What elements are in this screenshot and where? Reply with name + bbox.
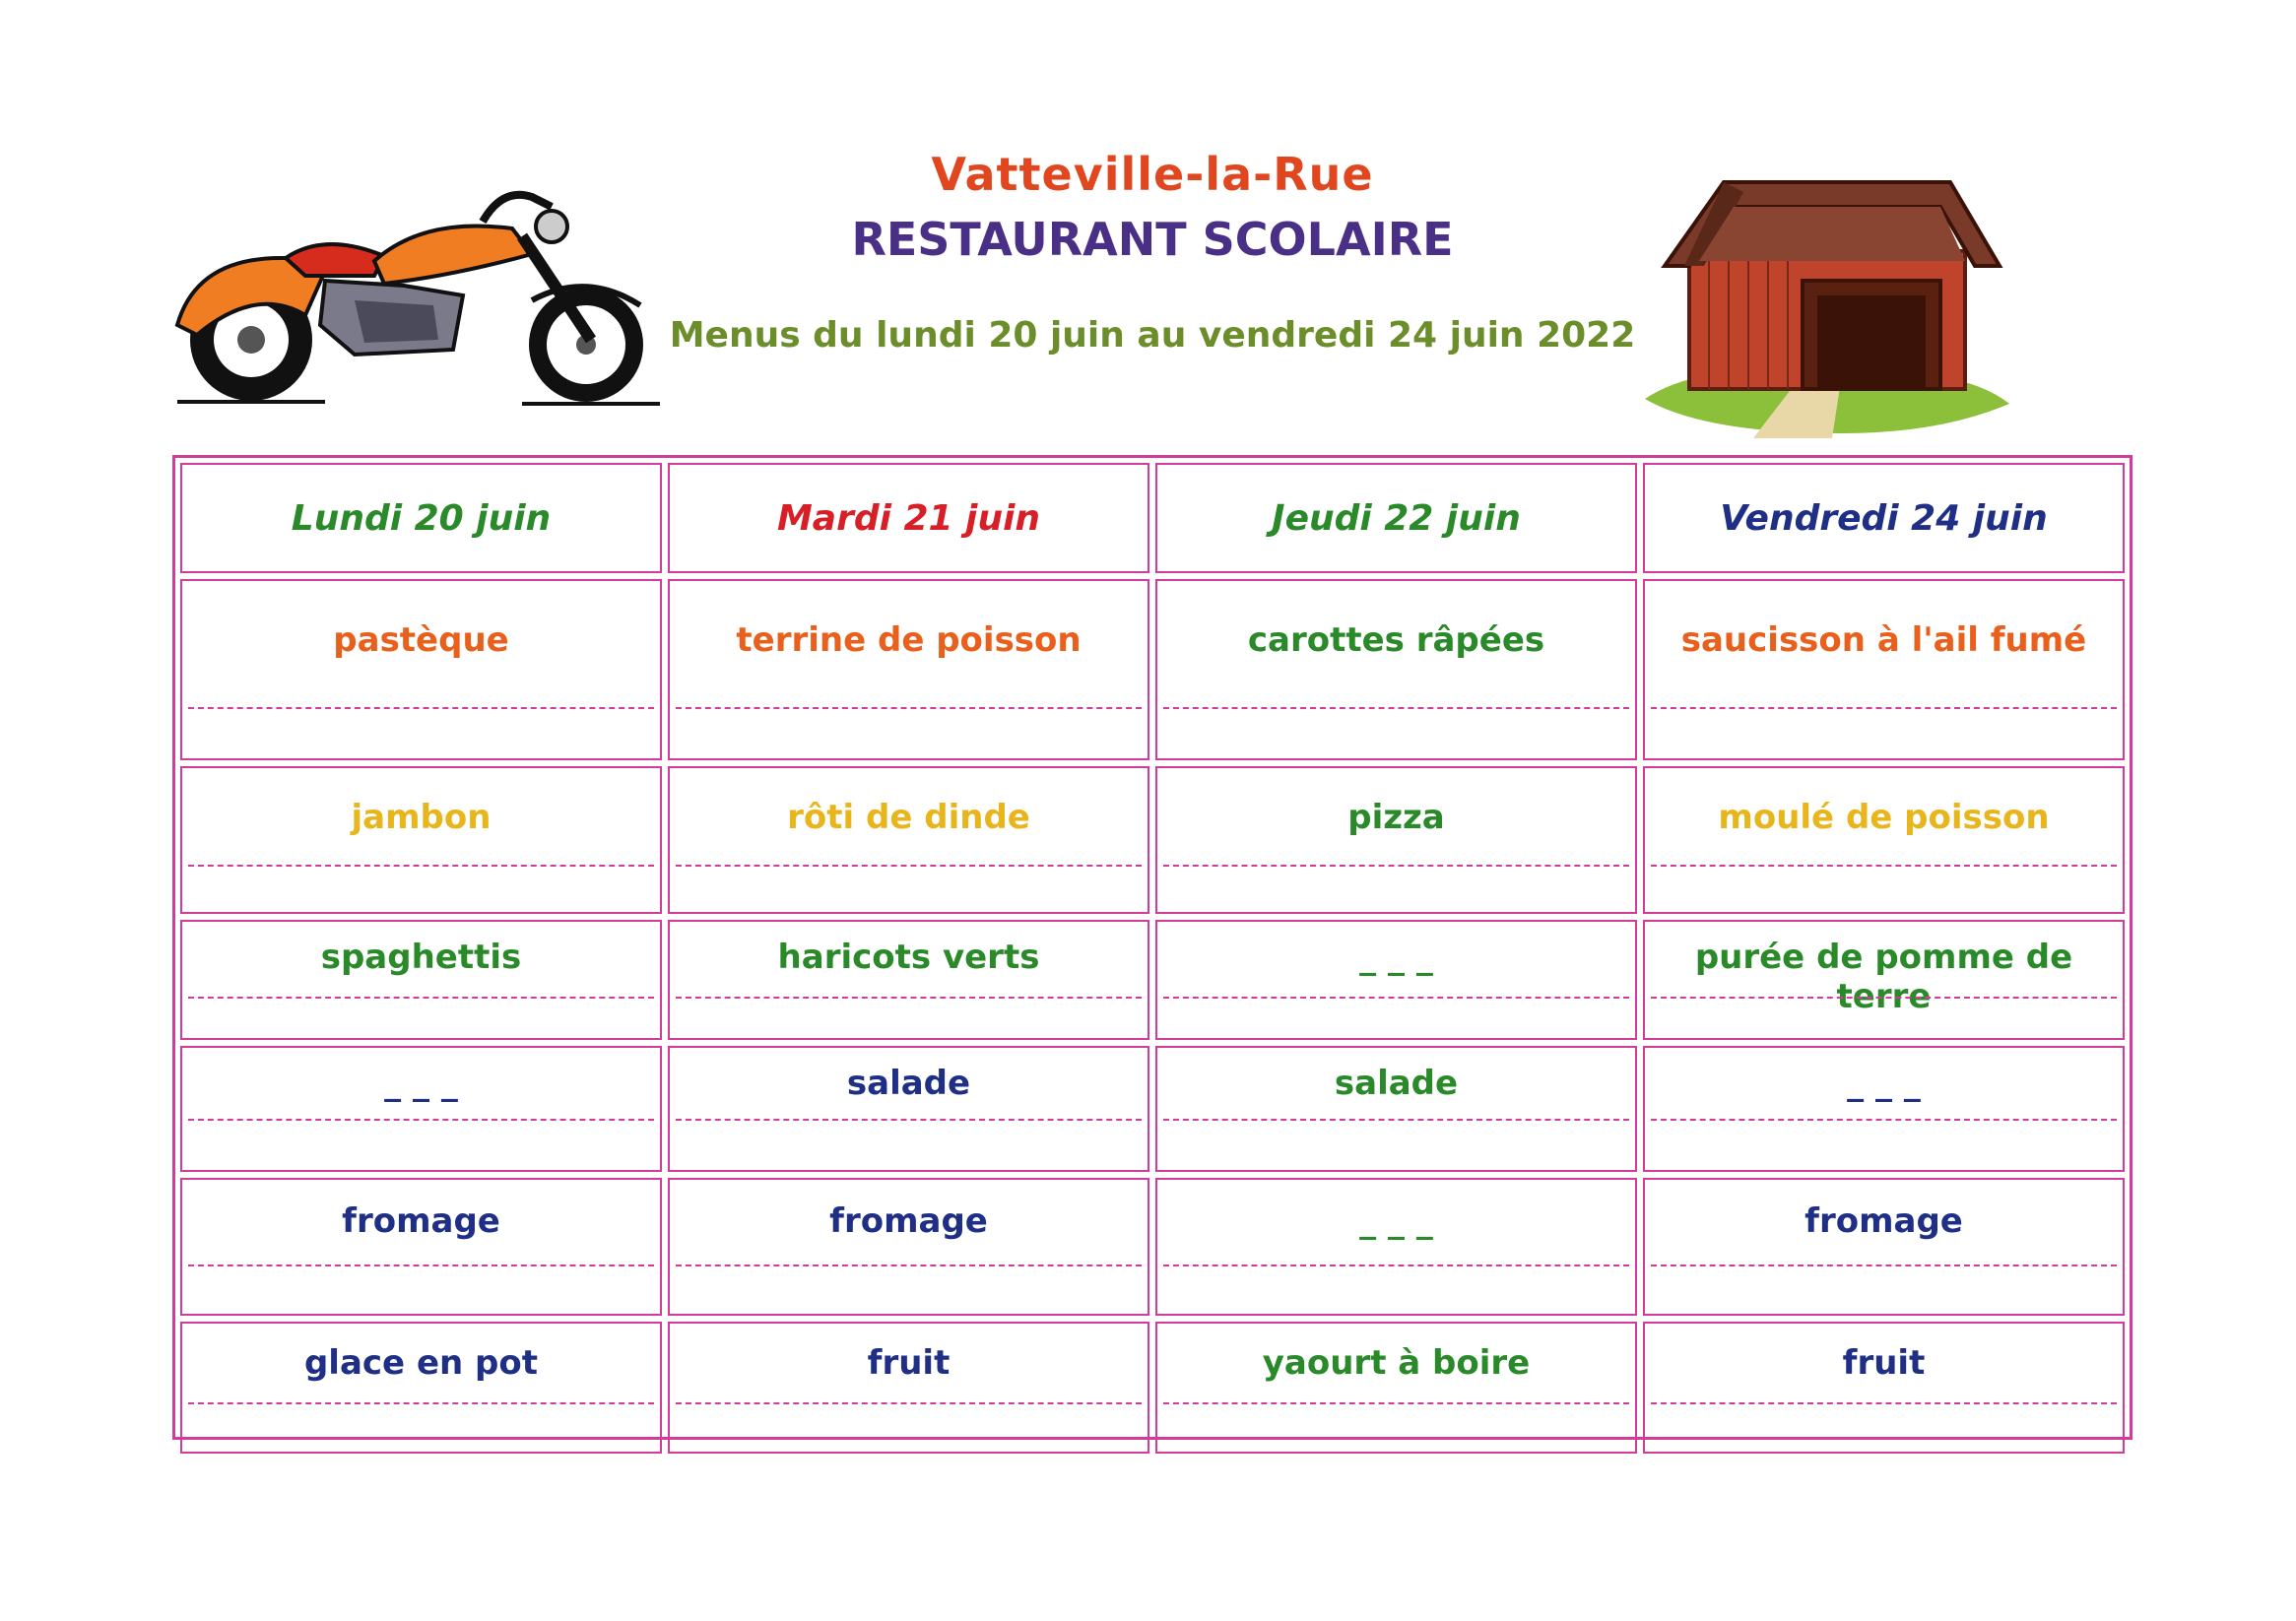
- dash-divider: [1163, 997, 1629, 999]
- menu-cell: [668, 1178, 1149, 1316]
- motorcycle-icon: [158, 177, 670, 414]
- dish-label: terrine de poisson: [736, 620, 1082, 660]
- day-header: [1155, 463, 1637, 573]
- menu-cell: [180, 579, 662, 760]
- menu-cell: [1155, 579, 1637, 760]
- dash-divider: [188, 997, 654, 999]
- dash-divider: [676, 997, 1142, 999]
- dish-label: yaourt à boire: [1262, 1343, 1531, 1383]
- dish-label: glace en pot: [303, 1343, 539, 1383]
- dash-divider: [188, 1402, 654, 1404]
- menu-cell: [180, 920, 662, 1040]
- town-name: Vatteville-la-Rue: [931, 148, 1374, 201]
- dash-divider: [188, 707, 654, 709]
- menu-cell: [1643, 920, 2125, 1040]
- dash-divider: [1163, 1264, 1629, 1266]
- dish-label: salade: [846, 1064, 971, 1103]
- dash-divider: [676, 707, 1142, 709]
- menu-cell: [668, 1046, 1149, 1172]
- menu-cell: [668, 1322, 1149, 1454]
- dish-label: pastèque: [333, 620, 509, 660]
- day-header-label: Mardi 21 juin: [776, 497, 1041, 539]
- menu-cell: [1155, 1046, 1637, 1172]
- menu-cell: [1643, 1178, 2125, 1316]
- dish-label: rôti de dinde: [787, 798, 1030, 837]
- dish-label: haricots verts: [777, 938, 1040, 977]
- menu-cell: [1155, 1178, 1637, 1316]
- day-header: [668, 463, 1149, 573]
- dash-divider: [1163, 1119, 1629, 1121]
- dish-label: _ _ _: [1847, 1064, 1921, 1103]
- dish-label: fruit: [1842, 1343, 1926, 1383]
- menu-cell: [180, 766, 662, 914]
- dash-divider: [1651, 707, 2117, 709]
- menu-cell: [1643, 1046, 2125, 1172]
- menu-table: [172, 455, 2132, 1440]
- menu-cell: [1155, 1322, 1637, 1454]
- menu-subtitle: Menus du lundi 20 juin au vendredi 24 juin 2022: [669, 315, 1636, 356]
- day-header-label: Vendredi 24 juin: [1720, 497, 2048, 539]
- dash-divider: [188, 1264, 654, 1266]
- menu-cell: [180, 1046, 662, 1172]
- dish-label: _ _ _: [1359, 938, 1433, 977]
- day-header: [1643, 463, 2125, 573]
- dish-label: salade: [1334, 1064, 1459, 1103]
- dish-label: fromage: [342, 1201, 500, 1241]
- dash-divider: [676, 1119, 1142, 1121]
- dish-label: _ _ _: [1359, 1201, 1433, 1241]
- dash-divider: [1163, 1402, 1629, 1404]
- dish-label: moulé de poisson: [1718, 798, 2050, 837]
- dash-divider: [1651, 1402, 2117, 1404]
- menu-cell: [668, 920, 1149, 1040]
- title-block: [640, 148, 1665, 356]
- dash-divider: [1651, 865, 2117, 867]
- dash-divider: [1163, 865, 1629, 867]
- dish-label: purée de pomme de terre: [1694, 938, 2073, 1016]
- menu-cell: [180, 1322, 662, 1454]
- dish-label: spaghettis: [320, 938, 522, 977]
- restaurant-title: RESTAURANT SCOLAIRE: [851, 213, 1454, 266]
- day-header-label: Jeudi 22 juin: [1272, 497, 1521, 539]
- dash-divider: [1651, 1119, 2117, 1121]
- dash-divider: [1651, 1264, 2117, 1266]
- dash-divider: [188, 1119, 654, 1121]
- dish-label: jambon: [351, 798, 492, 837]
- dash-divider: [1651, 997, 2117, 999]
- dash-divider: [1163, 707, 1629, 709]
- dish-label: fromage: [1804, 1201, 1963, 1241]
- dash-divider: [676, 1402, 1142, 1404]
- menu-cell: [1643, 1322, 2125, 1454]
- dish-label: saucisson à l'ail fumé: [1680, 620, 2087, 660]
- menu-cell: [1155, 920, 1637, 1040]
- dish-label: fromage: [829, 1201, 988, 1241]
- dash-divider: [676, 1264, 1142, 1266]
- dish-label: fruit: [867, 1343, 951, 1383]
- menu-cell: [1643, 766, 2125, 914]
- day-header: [180, 463, 662, 573]
- day-header-label: Lundi 20 juin: [291, 497, 552, 539]
- dash-divider: [676, 865, 1142, 867]
- menu-cell: [1155, 766, 1637, 914]
- menu-cell: [1643, 579, 2125, 760]
- dish-label: _ _ _: [384, 1064, 458, 1103]
- menu-cell: [668, 579, 1149, 760]
- menu-cell: [180, 1178, 662, 1316]
- menu-cell: [668, 766, 1149, 914]
- dish-label: pizza: [1347, 798, 1445, 837]
- dish-label: carottes râpées: [1247, 620, 1545, 660]
- dash-divider: [188, 865, 654, 867]
- shed-icon: [1645, 172, 2019, 438]
